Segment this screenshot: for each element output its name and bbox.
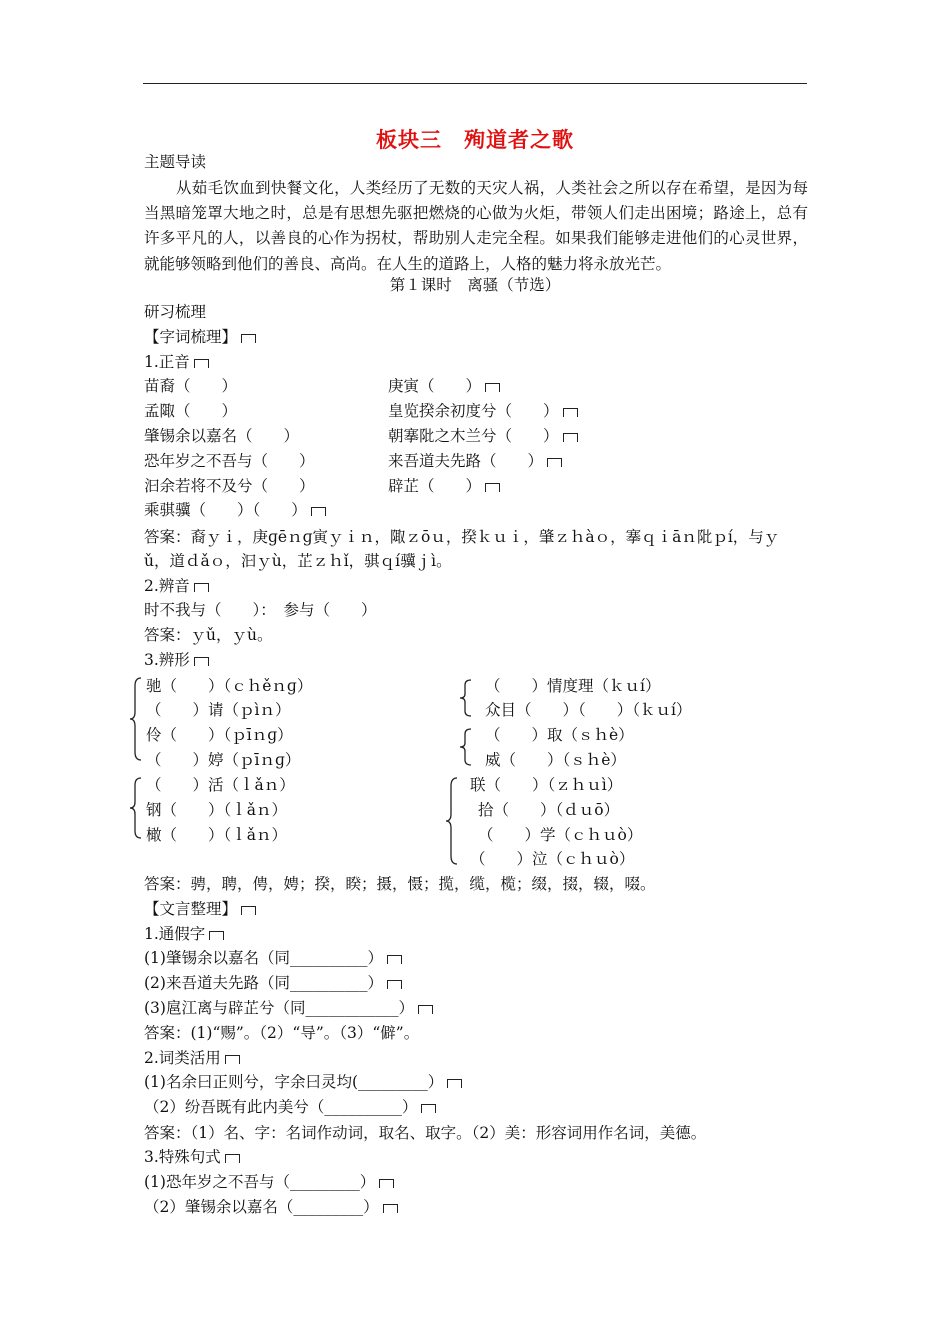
return-mark-icon (485, 383, 500, 392)
return-mark-icon (225, 1055, 240, 1064)
return-mark-icon (209, 931, 224, 940)
q3-item: （ ）婷（ｐīｎɡ） (146, 751, 301, 769)
t1-answer: 答案：(1)“赐”。（2）“导”。（3）“僻”。 (144, 1024, 420, 1042)
header-rule (143, 83, 807, 84)
guide-heading: 主题导读 (144, 153, 207, 171)
return-mark-icon (387, 955, 402, 964)
q3-item: 拾（ ）（ｄｕō） (478, 801, 620, 819)
left-brace-icon (458, 727, 474, 767)
return-mark-icon (194, 359, 209, 368)
t1-item: (1)肇锡余以嘉名（同__________） (144, 948, 402, 968)
page-title: 板块三 殉道者之歌 (376, 127, 574, 152)
q3-item: 驰（ ）（ｃｈěｎɡ） (146, 677, 313, 695)
t3-item: (1)恐年岁之不吾与（_________） (144, 1172, 394, 1192)
t2-answer: 答案：（1）名、字：名词作动词，取名、取字。（2）美：形容词用作名词，美德。 (144, 1124, 707, 1142)
q3-answer: 答案：骋，聘，俜，娉；揆，睽；摄，慑；揽，缆，榄；缀，掇，辍，啜。 (144, 875, 656, 893)
t1-heading: 1.通假字 (144, 924, 224, 944)
t2-heading: 2.词类活用 (144, 1048, 240, 1068)
q1-answer-line1: 答案：裔ｙｉ，庚ɡēｎɡ寅ｙｉｎ，陬ｚōｕ，揆ｋｕｉ，肇ｚｈàｏ，搴ｑｉāｎ阰ｐí，与ｙ (144, 528, 780, 546)
return-mark-icon (563, 408, 578, 417)
q1-left-item: 苗裔（ ） (144, 377, 238, 395)
q3-item: （ ）请（ｐìｎ） (146, 701, 291, 719)
q3-item: 橄（ ）（ｌǎｎ） (146, 826, 287, 844)
left-brace-icon (458, 678, 474, 718)
return-mark-icon (241, 906, 256, 915)
q1-right-item: 来吾道夫先路（ ） (388, 451, 562, 471)
q1-right-item: 皇览揆余初度兮（ ） (388, 401, 578, 421)
q3-item: 联（ ）（ｚｈｕì） (470, 776, 623, 794)
left-brace-icon (128, 776, 144, 840)
q3-item: 伶（ ）（ｐīｎɡ） (146, 726, 293, 744)
return-mark-icon (241, 334, 256, 343)
q2-answer: 答案：ｙǔ，ｙù。 (144, 626, 273, 644)
q1-left-item: 恐年岁之不吾与（ ） (144, 452, 315, 470)
t2-item: (1)名余曰正则兮，字余曰灵均(_________） (144, 1072, 462, 1092)
q3-item: （ ）活（ｌǎｎ） (146, 776, 295, 794)
word-section-heading: 【字词梳理】 (144, 327, 256, 347)
q3-item: （ ）取（ｓｈè） (485, 726, 634, 744)
return-mark-icon (418, 1005, 433, 1014)
return-mark-icon (547, 458, 562, 467)
return-mark-icon (194, 583, 209, 592)
q1-left-item: 乘骐骥（ ）（ ） (144, 500, 326, 520)
guide-paragraph: 从茹毛饮血到快餐文化，人类经历了无数的天灾人祸，人类社会之所以存在希望，是因为每当黑暗笼罩大地之时，总是有思想先驱把燃烧的心做为火炬，带领人们走出困境；路途上，总有许多平凡的人，以善良的心作为拐杖，帮助别人走完全程。如果我们能够走进他们的心灵世界，就能够领略到他们的善良、高尚。在人生的道路上，人格的魅力将永放光芒。 (144, 179, 808, 273)
q3-item: （ ）泣（ｃｈｕò） (470, 850, 635, 868)
return-mark-icon (447, 1079, 462, 1088)
q1-left-item: 孟陬（ ） (144, 402, 238, 420)
left-brace-icon (444, 776, 460, 866)
q1-left-item: 汩余若将不及兮（ ） (144, 477, 315, 495)
q3-heading: 3.辨形 (144, 650, 209, 670)
lesson-title: 第１课时 离骚（节选） (389, 276, 561, 294)
q3-item: 威（ ）（ｓｈè） (485, 751, 626, 769)
return-mark-icon (311, 507, 326, 516)
q3-item: 钢（ ）（ｌǎｎ） (146, 801, 287, 819)
return-mark-icon (421, 1104, 436, 1113)
return-mark-icon (563, 433, 578, 442)
return-mark-icon (225, 1154, 240, 1163)
left-brace-icon (128, 676, 144, 762)
study-heading: 研习梳理 (144, 303, 207, 321)
q3-item: （ ）学（ｃｈｕò） (478, 826, 643, 844)
t3-item: （2）肇锡余以嘉名（_________） (144, 1197, 398, 1217)
q1-left-item: 肇锡余以嘉名（ ） (144, 427, 300, 445)
classical-section-heading: 【文言整理】 (144, 899, 256, 919)
q1-right-item: 朝搴阰之木兰兮（ ） (388, 426, 578, 446)
return-mark-icon (387, 980, 402, 989)
q1-right-item: 辟芷（ ） (388, 476, 500, 496)
return-mark-icon (383, 1204, 398, 1213)
q1-right-item: 庚寅（ ） (388, 376, 500, 396)
q3-item: （ ）情度理（ｋｕí） (485, 677, 661, 695)
t3-heading: 3.特殊句式 (144, 1147, 240, 1167)
return-mark-icon (485, 483, 500, 492)
q2-heading: 2.辨音 (144, 576, 209, 596)
q1-answer-line2: ǔ，道ｄǎｏ，汩ｙù，芷ｚｈǐ，骐ｑí骥ｊì。 (144, 552, 452, 570)
t2-item: （2）纷吾既有此内美兮（__________） (144, 1097, 436, 1117)
q3-item: 众目（ ）（ ）（ｋｕí） (485, 701, 692, 719)
t1-item: (3)扈江离与辟芷兮（同____________） (144, 998, 433, 1018)
return-mark-icon (379, 1179, 394, 1188)
q1-heading: 1.正音 (144, 352, 209, 372)
t1-item: (2)来吾道夫先路（同__________） (144, 973, 402, 993)
return-mark-icon (194, 657, 209, 666)
q2-line: 时不我与（ ）： 参与（ ） (144, 601, 377, 619)
